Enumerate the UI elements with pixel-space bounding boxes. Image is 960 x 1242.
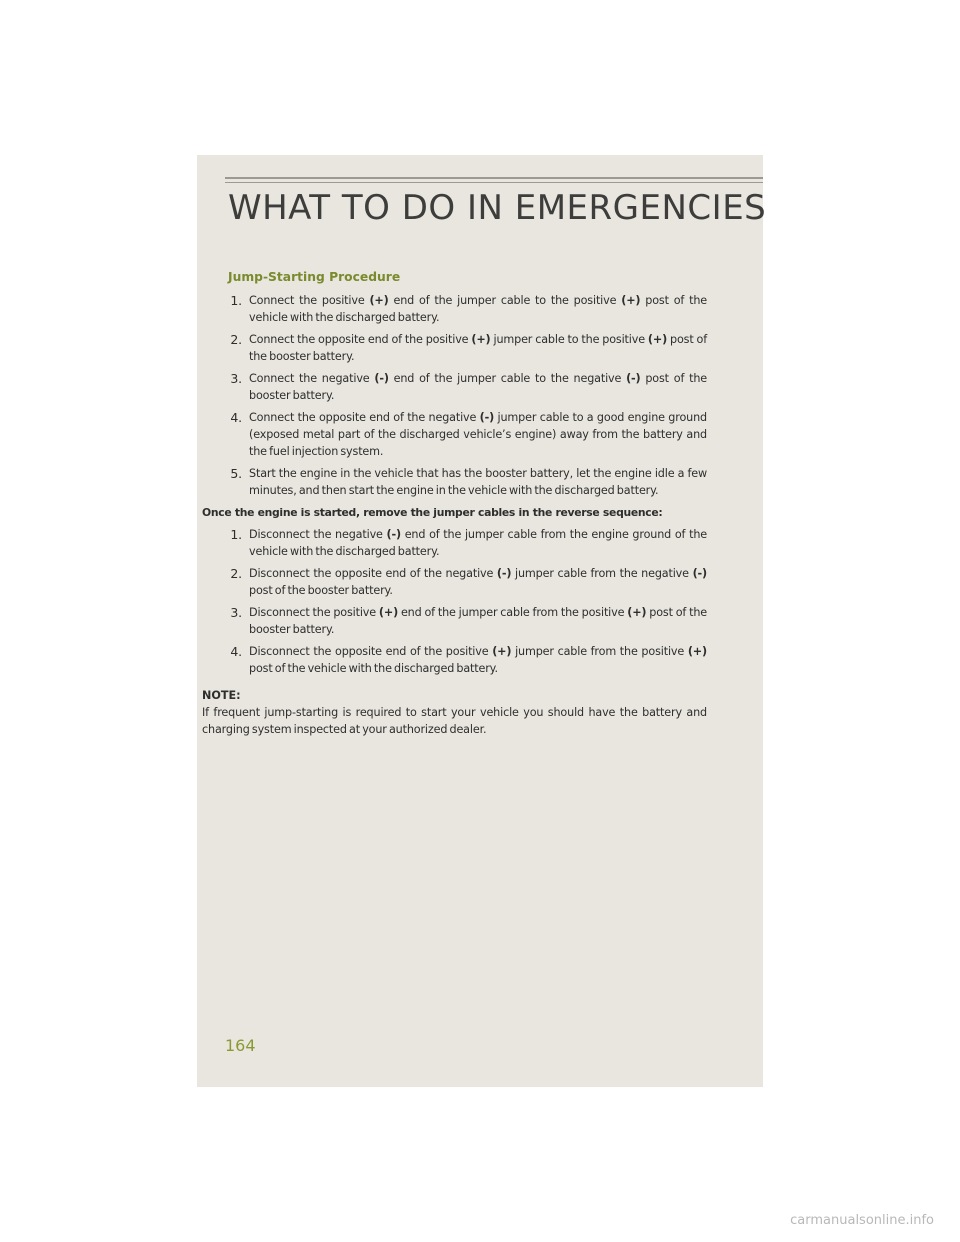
step-text: end of the jumper cable to the positive — [388, 294, 622, 307]
step-number: 2. — [230, 566, 242, 581]
positive-terminal-symbol: (+) — [378, 606, 399, 619]
step-text: jumper cable to a good engine ground (exposed metal part of the discharged vehicle’s engine) away from the battery and the fuel injection system. — [249, 411, 707, 458]
procedure-step — [202, 331, 707, 365]
manual-page — [197, 155, 767, 1087]
step-text: jumper cable from the positive — [511, 645, 688, 658]
watermark-text: carmanualsonline.info — [790, 1213, 934, 1228]
procedure-step — [202, 409, 707, 460]
step-text: jumper cable to the positive — [490, 333, 648, 346]
step-number: 3. — [230, 605, 242, 620]
positive-terminal-symbol: (+) — [647, 333, 668, 346]
step-number: 4. — [230, 410, 242, 425]
header-rule-bottom — [225, 182, 763, 183]
page-content — [202, 269, 707, 738]
positive-terminal-symbol: (+) — [369, 294, 389, 307]
step-text: post of the vehicle with the discharged battery. — [249, 294, 707, 324]
note-label: NOTE: — [202, 689, 241, 702]
negative-terminal-symbol: (-) — [626, 372, 641, 385]
step-text: post of the booster battery. — [249, 606, 708, 636]
step-text: post of the booster battery. — [249, 372, 707, 402]
procedure-step — [202, 292, 707, 326]
note-text: If frequent jump-starting is required to start your vehicle you should have the battery and charging system inspected at your authorized dealer. — [202, 706, 707, 736]
negative-terminal-symbol: (-) — [496, 567, 512, 580]
step-number: 5. — [230, 466, 242, 481]
step-text: end of the jumper cable from the positive — [398, 606, 628, 619]
step-text: post of the vehicle with the discharged battery. — [249, 662, 498, 675]
step-text: jumper cable from the negative — [511, 567, 693, 580]
negative-terminal-symbol: (-) — [386, 528, 401, 541]
step-number: 1. — [230, 527, 242, 542]
step-text: Disconnect the opposite end of the positive — [249, 645, 493, 658]
header-rule-top — [225, 177, 763, 179]
step-number: 4. — [230, 644, 242, 659]
positive-terminal-symbol: (+) — [627, 606, 647, 619]
step-text: end of the jumper cable from the engine ground of the vehicle with the discharged battery. — [249, 528, 708, 558]
removal-step — [202, 565, 707, 599]
step-number: 1. — [230, 293, 242, 308]
positive-terminal-symbol: (+) — [492, 645, 512, 658]
step-text: Disconnect the opposite end of the negative — [249, 567, 497, 580]
step-number: 3. — [230, 371, 242, 386]
step-text: Connect the opposite end of the positive — [249, 333, 472, 346]
removal-step — [202, 643, 707, 677]
removal-step — [202, 526, 707, 560]
step-text: Disconnect the negative — [249, 528, 387, 541]
step-text: Disconnect the positive — [249, 606, 379, 619]
step-text: post of the booster battery. — [249, 333, 707, 363]
removal-step — [202, 604, 707, 638]
negative-terminal-symbol: (-) — [692, 567, 707, 580]
page-number: 164 — [225, 1036, 256, 1055]
positive-terminal-symbol: (+) — [471, 333, 491, 346]
positive-terminal-symbol: (+) — [621, 294, 641, 307]
step-text: end of the jumper cable to the negative — [388, 372, 627, 385]
step-text: Connect the negative — [249, 372, 375, 385]
positive-terminal-symbol: (+) — [687, 645, 707, 658]
negative-terminal-symbol: (-) — [479, 411, 495, 424]
procedure-step — [202, 465, 707, 499]
section-title: WHAT TO DO IN EMERGENCIES — [228, 188, 767, 228]
step-text: Connect the opposite end of the negative — [249, 411, 480, 424]
procedure-steps — [202, 292, 707, 499]
step-text: Start the engine in the vehicle that has the booster battery, let the engine idle a few minutes, and then start the engine in the vehicle with the discharged battery. — [249, 467, 707, 497]
negative-terminal-symbol: (-) — [374, 372, 389, 385]
step-text: Connect the positive — [249, 294, 370, 307]
step-text: post of the booster battery. — [249, 584, 393, 597]
step-number: 2. — [230, 332, 242, 347]
removal-intro: Once the engine is started, remove the jumper cables in the reverse sequence: — [202, 506, 663, 519]
removal-steps — [202, 526, 707, 677]
procedure-heading: Jump-Starting Procedure — [228, 270, 401, 284]
procedure-step — [202, 370, 707, 404]
